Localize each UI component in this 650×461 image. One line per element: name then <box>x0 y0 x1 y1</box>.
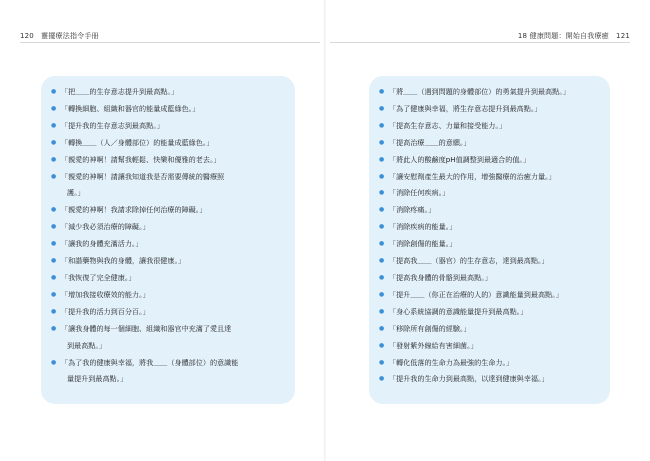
command-text: 「讓安慰劑產生最大的作用，增強醫療的治癒力量。」 <box>389 171 556 181</box>
bullet-icon: ● <box>379 155 385 163</box>
command-text-continued: 到最高點。」 <box>67 340 107 350</box>
command-text-continued: 量提升到最高點。」 <box>67 374 128 384</box>
command-text: 「提高我身體的骨骼到最高點。」 <box>389 272 492 282</box>
bullet-icon: ● <box>51 240 57 248</box>
command-item <box>379 304 600 321</box>
command-text: 「減少我必須治療的障礙。」 <box>61 222 150 232</box>
bullet-icon: ● <box>379 273 385 281</box>
bullet-icon: ● <box>51 172 57 180</box>
command-item <box>379 236 600 253</box>
header-rule-left <box>20 42 320 43</box>
bullet-icon: ● <box>379 240 385 248</box>
command-text: 「轉換＿＿（人／身體部位）的能量成藍綠色。」 <box>61 137 214 147</box>
command-text: 「提高我＿＿（器官）的生存意志，達到最高點。」 <box>389 256 549 266</box>
command-item <box>379 152 600 169</box>
bullet-icon: ● <box>379 307 385 315</box>
command-item <box>379 338 600 355</box>
command-item <box>51 304 285 321</box>
command-text: 「為了我的健康與幸福，將我＿＿（身體部位）的意識能 <box>61 357 239 367</box>
command-text: 「提升我的活力到百分百。」 <box>61 306 150 316</box>
right-command-panel <box>369 76 610 404</box>
bullet-icon: ● <box>51 121 57 129</box>
command-text: 「提升我的生存意志到最高點。」 <box>61 120 164 130</box>
command-text: 「提升我的生命力到最高點，以達到健康與幸福。」 <box>389 374 549 384</box>
bullet-icon: ● <box>51 206 57 214</box>
bullet-icon: ● <box>379 257 385 265</box>
command-text: 「提高生存意志、力量和接受能力。」 <box>389 120 507 130</box>
command-text: 「轉換細胞、組織和器官的能量成藍綠色。」 <box>61 103 200 113</box>
command-item <box>51 236 285 253</box>
bullet-icon: ● <box>51 88 57 95</box>
command-text: 「將＿＿（遇到問題的身體部位）的勇氣提升到最高點。」 <box>389 87 570 96</box>
command-text: 「消除疼痛。」 <box>389 205 436 215</box>
command-text: 「親愛的神啊！我請求除掉任何治療的障礙。」 <box>61 205 207 215</box>
command-item <box>51 355 285 389</box>
command-text: 「提高治療＿＿的意願。」 <box>389 137 471 147</box>
command-item <box>51 118 285 135</box>
bullet-icon: ● <box>379 290 385 298</box>
page-header-left: 120 靈擺療法指令手冊 <box>20 32 99 40</box>
command-item <box>51 219 285 236</box>
command-text: 「轉化低落的生命力為最強的生命力。」 <box>389 357 514 367</box>
command-item <box>379 371 600 388</box>
command-item <box>379 355 600 372</box>
command-text: 「為了健康與幸福，將生存意志提升到最高點。」 <box>389 103 542 113</box>
command-text: 「讓我身體的每一個細胞、組織和器官中充滿了愛且達 <box>61 323 232 333</box>
page-header-right: 18 健康問題：開始自我療癒 121 <box>517 32 630 40</box>
book-gutter <box>324 0 326 461</box>
bullet-icon: ● <box>379 189 385 197</box>
bullet-icon: ● <box>379 121 385 129</box>
command-item <box>379 118 600 135</box>
command-text: 「消除創傷的能量。」 <box>389 239 457 249</box>
bullet-icon: ● <box>379 358 385 366</box>
command-text: 「發射紫外線給有害細菌。」 <box>389 340 478 350</box>
command-item <box>379 253 600 270</box>
bullet-icon: ● <box>379 104 385 112</box>
command-item <box>51 287 285 304</box>
bullet-icon: ● <box>379 206 385 214</box>
command-item <box>51 152 285 169</box>
command-text: 「親愛的神啊！請讓我知道我是否需要傳統的醫療照 <box>61 171 225 181</box>
command-item <box>379 135 600 152</box>
command-text: 「提升＿＿（你正在治療的人的）意識能量到最高點。」 <box>389 289 563 299</box>
command-text: 「我恢復了完全健康。」 <box>61 272 136 282</box>
command-text: 「消除疾病的能量。」 <box>389 222 457 232</box>
command-item <box>379 101 600 118</box>
bullet-icon: ● <box>379 88 385 95</box>
command-text: 「和諧藥物與我的身體，讓我很健康。」 <box>61 256 186 266</box>
bullet-icon: ● <box>51 138 57 146</box>
command-item <box>379 84 600 101</box>
command-item <box>379 321 600 338</box>
bullet-icon: ● <box>379 375 385 383</box>
left-command-panel <box>41 76 295 404</box>
command-item <box>51 321 285 355</box>
command-item <box>379 185 600 202</box>
bullet-icon: ● <box>51 307 57 315</box>
command-text: 「親愛的神啊！請幫我輕鬆、快樂和優雅的老去。」 <box>61 154 221 164</box>
command-item <box>379 169 600 186</box>
command-item <box>379 202 600 219</box>
command-item <box>379 287 600 304</box>
bullet-icon: ● <box>51 257 57 265</box>
command-text: 「讓我的身體充滿活力。」 <box>61 239 143 249</box>
bullet-icon: ● <box>379 341 385 349</box>
bullet-icon: ● <box>51 358 57 366</box>
bullet-icon: ● <box>379 223 385 231</box>
bullet-icon: ● <box>379 324 385 332</box>
command-text: 「將此人的酸鹼度pH值調整到最適合的值。」 <box>389 154 531 164</box>
command-item <box>379 219 600 236</box>
command-text: 「移除所有創傷的經驗。」 <box>389 323 471 333</box>
command-item <box>379 270 600 287</box>
command-item <box>51 84 285 101</box>
command-item <box>51 101 285 118</box>
bullet-icon: ● <box>379 172 385 180</box>
command-item <box>51 202 285 219</box>
command-text: 「消除任何疾病。」 <box>389 188 450 198</box>
bullet-icon: ● <box>51 104 57 112</box>
command-item <box>51 270 285 287</box>
command-item <box>51 169 285 203</box>
command-item <box>51 135 285 152</box>
bullet-icon: ● <box>51 273 57 281</box>
command-text-continued: 護。」 <box>67 188 85 198</box>
bullet-icon: ● <box>51 324 57 332</box>
command-text: 「身心系統協調的意識能量提升到最高點。」 <box>389 306 528 316</box>
bullet-icon: ● <box>51 223 57 231</box>
bullet-icon: ● <box>51 155 57 163</box>
header-rule-right <box>330 42 630 43</box>
bullet-icon: ● <box>51 290 57 298</box>
command-item <box>51 253 285 270</box>
command-text: 「把＿＿的生存意志提升到最高點。」 <box>61 87 179 96</box>
command-text: 「增加我接收療效的能力。」 <box>61 289 150 299</box>
bullet-icon: ● <box>379 138 385 146</box>
